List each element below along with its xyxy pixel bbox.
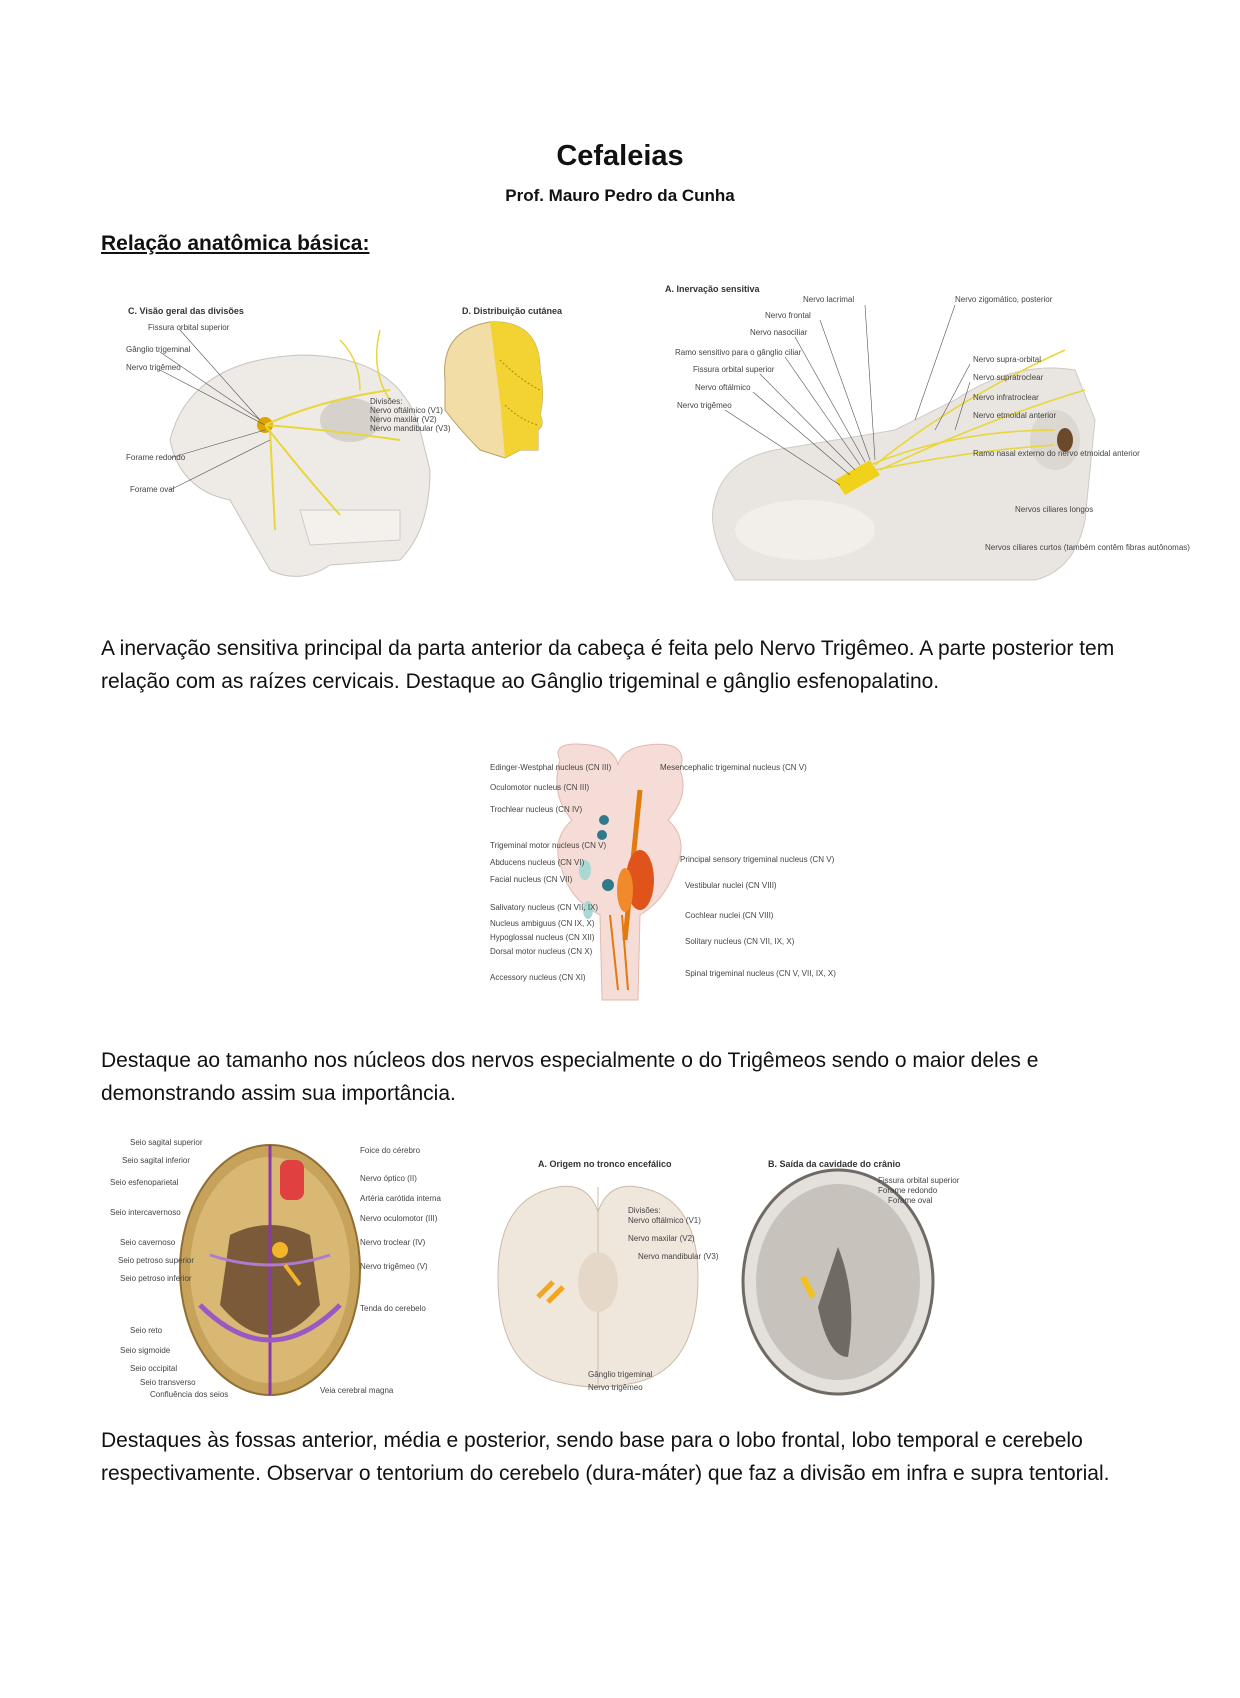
svg-text:Seio sigmoide: Seio sigmoide [120, 1346, 171, 1355]
svg-text:Abducens nucleus (CN VI): Abducens nucleus (CN VI) [490, 858, 585, 867]
svg-text:Nervo maxilar (V2): Nervo maxilar (V2) [370, 415, 437, 424]
svg-text:Nucleus ambiguus (CN IX, X): Nucleus ambiguus (CN IX, X) [490, 919, 595, 928]
fig1-panel-c-title: C. Visão geral das divisões [128, 306, 244, 316]
svg-text:Nervo lacrimal: Nervo lacrimal [803, 295, 855, 304]
svg-text:Nervos ciliares curtos (também: Nervos ciliares curtos (também contêm fibras autônomas) [985, 543, 1190, 552]
svg-text:Oculomotor nucleus (CN III): Oculomotor nucleus (CN III) [490, 783, 590, 792]
svg-text:Nervo oftálmico (V1): Nervo oftálmico (V1) [370, 406, 443, 415]
svg-text:Nervo óptico (II): Nervo óptico (II) [360, 1174, 417, 1183]
svg-text:Nervo mandibular (V3): Nervo mandibular (V3) [370, 424, 451, 433]
svg-text:Trochlear nucleus (CN IV): Trochlear nucleus (CN IV) [490, 805, 583, 814]
svg-text:Nervo frontal: Nervo frontal [765, 311, 811, 320]
svg-text:Divisões:: Divisões: [628, 1206, 661, 1215]
skull-illustration [170, 330, 430, 576]
svg-text:Nervo infratroclear: Nervo infratroclear [973, 393, 1039, 402]
svg-text:Solitary nucleus (CN VII, IX,: Solitary nucleus (CN VII, IX, X) [685, 937, 795, 946]
svg-text:Hypoglossal nucleus (CN XII): Hypoglossal nucleus (CN XII) [490, 933, 595, 942]
svg-text:Nervo oftálmico (V1): Nervo oftálmico (V1) [628, 1216, 701, 1225]
fig3-labels-right [660, 763, 836, 978]
svg-text:Seio petroso superior: Seio petroso superior [118, 1256, 195, 1265]
fig5-panel-b-title: B. Saída da cavidade do crânio [768, 1159, 901, 1169]
svg-text:Edinger-Westphal nucleus (CN I: Edinger-Westphal nucleus (CN III) [490, 763, 612, 772]
svg-text:Nervo oftálmico: Nervo oftálmico [695, 383, 751, 392]
figure-ophthalmic-innervation [655, 280, 1190, 585]
head-cutaneous-illustration [445, 322, 543, 458]
paragraph-nuclei-size: Destaque ao tamanho nos núcleos dos nervos especialmente o do Trigêmeos sendo o maior deles e demonstrando assim sua importância. [101, 1049, 1039, 1105]
svg-text:Fissura orbital superior: Fissura orbital superior [878, 1176, 960, 1185]
svg-text:Principal sensory trigeminal n: Principal sensory trigeminal nucleus (CN V) [680, 855, 835, 864]
svg-text:Facial nucleus (CN VII): Facial nucleus (CN VII) [490, 875, 573, 884]
figure-trigeminal-overview [100, 300, 580, 590]
svg-text:Gânglio trigeminal: Gânglio trigeminal [126, 345, 191, 354]
svg-text:Seio reto: Seio reto [130, 1326, 163, 1335]
fig5-panel-a-title: A. Origem no tronco encefálico [538, 1159, 672, 1169]
svg-text:Accessory nucleus (CN XI): Accessory nucleus (CN XI) [490, 973, 586, 982]
svg-text:Veia cerebral magna: Veia cerebral magna [320, 1386, 394, 1395]
svg-text:Seio transverso: Seio transverso [140, 1378, 196, 1387]
svg-text:Fissura orbital superior: Fissura orbital superior [148, 323, 230, 332]
paragraph-trigeminal-innervation: A inervação sensitiva principal da parta anterior da cabeça é feita pelo Nervo Trigêmeo. A parte posterior tem relação com as raízes cervicais. Destaque ao Gânglio trigeminal e gânglio esfenopalatino. [101, 637, 1115, 693]
svg-text:Nervo supra-orbital: Nervo supra-orbital [973, 355, 1042, 364]
svg-text:Seio cavernoso: Seio cavernoso [120, 1238, 176, 1247]
figure-brainstem-nuclei [490, 740, 836, 1025]
svg-text:Trigeminal motor nucleus (CN V: Trigeminal motor nucleus (CN V) [490, 841, 607, 850]
svg-text:Fissura orbital superior: Fissura orbital superior [693, 365, 775, 374]
svg-text:Tenda do cerebelo: Tenda do cerebelo [360, 1304, 426, 1313]
svg-text:Nervo trigêmeo: Nervo trigêmeo [588, 1383, 643, 1392]
svg-text:Nervo nasociliar: Nervo nasociliar [750, 328, 808, 337]
document-title: Cefaleias [556, 140, 684, 172]
document-author: Prof. Mauro Pedro da Cunha [505, 186, 735, 205]
svg-text:Forame redondo: Forame redondo [878, 1186, 938, 1195]
svg-text:Nervo trigêmeo: Nervo trigêmeo [677, 401, 732, 410]
svg-text:Confluência dos seios: Confluência dos seios [150, 1390, 229, 1399]
fig2-panel-a-title: A. Inervação sensitiva [665, 284, 760, 294]
figure-cranial-base-sinuses [100, 1135, 441, 1400]
fig1-labels-right [370, 397, 451, 433]
fig2-labels-left [675, 295, 854, 410]
svg-text:Nervo trigêmeo: Nervo trigêmeo [126, 363, 181, 372]
svg-text:Cochlear nuclei (CN VIII): Cochlear nuclei (CN VIII) [685, 911, 774, 920]
svg-text:Ramo sensitivo para o gânglio: Ramo sensitivo para o gânglio ciliar [675, 348, 802, 357]
svg-text:Seio occipital: Seio occipital [130, 1364, 178, 1373]
svg-text:Nervos ciliares longos: Nervos ciliares longos [1015, 505, 1094, 514]
svg-text:Nervo maxilar (V2): Nervo maxilar (V2) [628, 1234, 695, 1243]
svg-text:Mesencephalic trigeminal nucle: Mesencephalic trigeminal nucleus (CN V) [660, 763, 807, 772]
svg-text:Nervo etmoidal anterior: Nervo etmoidal anterior [973, 411, 1057, 420]
svg-text:Nervo trigêmeo (V): Nervo trigêmeo (V) [360, 1262, 428, 1271]
svg-text:Divisões:: Divisões: [370, 397, 403, 406]
svg-text:Nervo supratroclear: Nervo supratroclear [973, 373, 1044, 382]
svg-text:Seio esfenoparietal: Seio esfenoparietal [110, 1178, 179, 1187]
paragraph-cranial-fossae: Destaques às fossas anterior, média e posterior, sendo base para o lobo frontal, lobo temporal e cerebelo respectivamente. Observar o tentorium do cerebelo (dura-máter) que faz a divisão em infra e supra tentorial. [101, 1429, 1110, 1485]
svg-text:Seio petroso inferior: Seio petroso inferior [120, 1274, 192, 1283]
svg-text:Foice do cérebro: Foice do cérebro [360, 1146, 421, 1155]
svg-text:Forame oval: Forame oval [888, 1196, 933, 1205]
svg-text:Seio sagital superior: Seio sagital superior [130, 1138, 203, 1147]
svg-text:Vestibular nuclei (CN VIII): Vestibular nuclei (CN VIII) [685, 881, 777, 890]
svg-text:Spinal trigeminal nucleus (CN: Spinal trigeminal nucleus (CN V, VII, IX, X) [685, 969, 836, 978]
svg-text:Ramo nasal externo do nervo et: Ramo nasal externo do nervo etmoidal anterior [973, 449, 1140, 458]
svg-text:Artéria carótida interna: Artéria carótida interna [360, 1194, 441, 1203]
svg-text:Gânglio trigeminal: Gânglio trigeminal [588, 1370, 653, 1379]
svg-text:Forame oval: Forame oval [130, 485, 175, 494]
fig1-panel-d-title: D. Distribuição cutânea [462, 306, 563, 316]
svg-text:Nervo mandibular (V3): Nervo mandibular (V3) [638, 1252, 719, 1261]
svg-text:Salivatory nucleus (CN VII, IX: Salivatory nucleus (CN VII, IX) [490, 903, 599, 912]
svg-text:Forame redondo: Forame redondo [126, 453, 186, 462]
svg-text:Dorsal motor nucleus (CN X): Dorsal motor nucleus (CN X) [490, 947, 593, 956]
section-heading: Relação anatômica básica: [101, 232, 370, 255]
svg-text:Nervo zigomático, posterior: Nervo zigomático, posterior [955, 295, 1053, 304]
svg-text:Seio sagital inferior: Seio sagital inferior [122, 1156, 191, 1165]
cranial-base-illustration [180, 1145, 360, 1395]
svg-text:Nervo troclear (IV): Nervo troclear (IV) [360, 1238, 426, 1247]
svg-text:Seio intercavernoso: Seio intercavernoso [110, 1208, 181, 1217]
svg-text:Nervo oculomotor (III): Nervo oculomotor (III) [360, 1214, 438, 1223]
fig5-labels-b [878, 1176, 960, 1205]
figure-trigeminal-origin-exit [478, 1157, 1098, 1397]
